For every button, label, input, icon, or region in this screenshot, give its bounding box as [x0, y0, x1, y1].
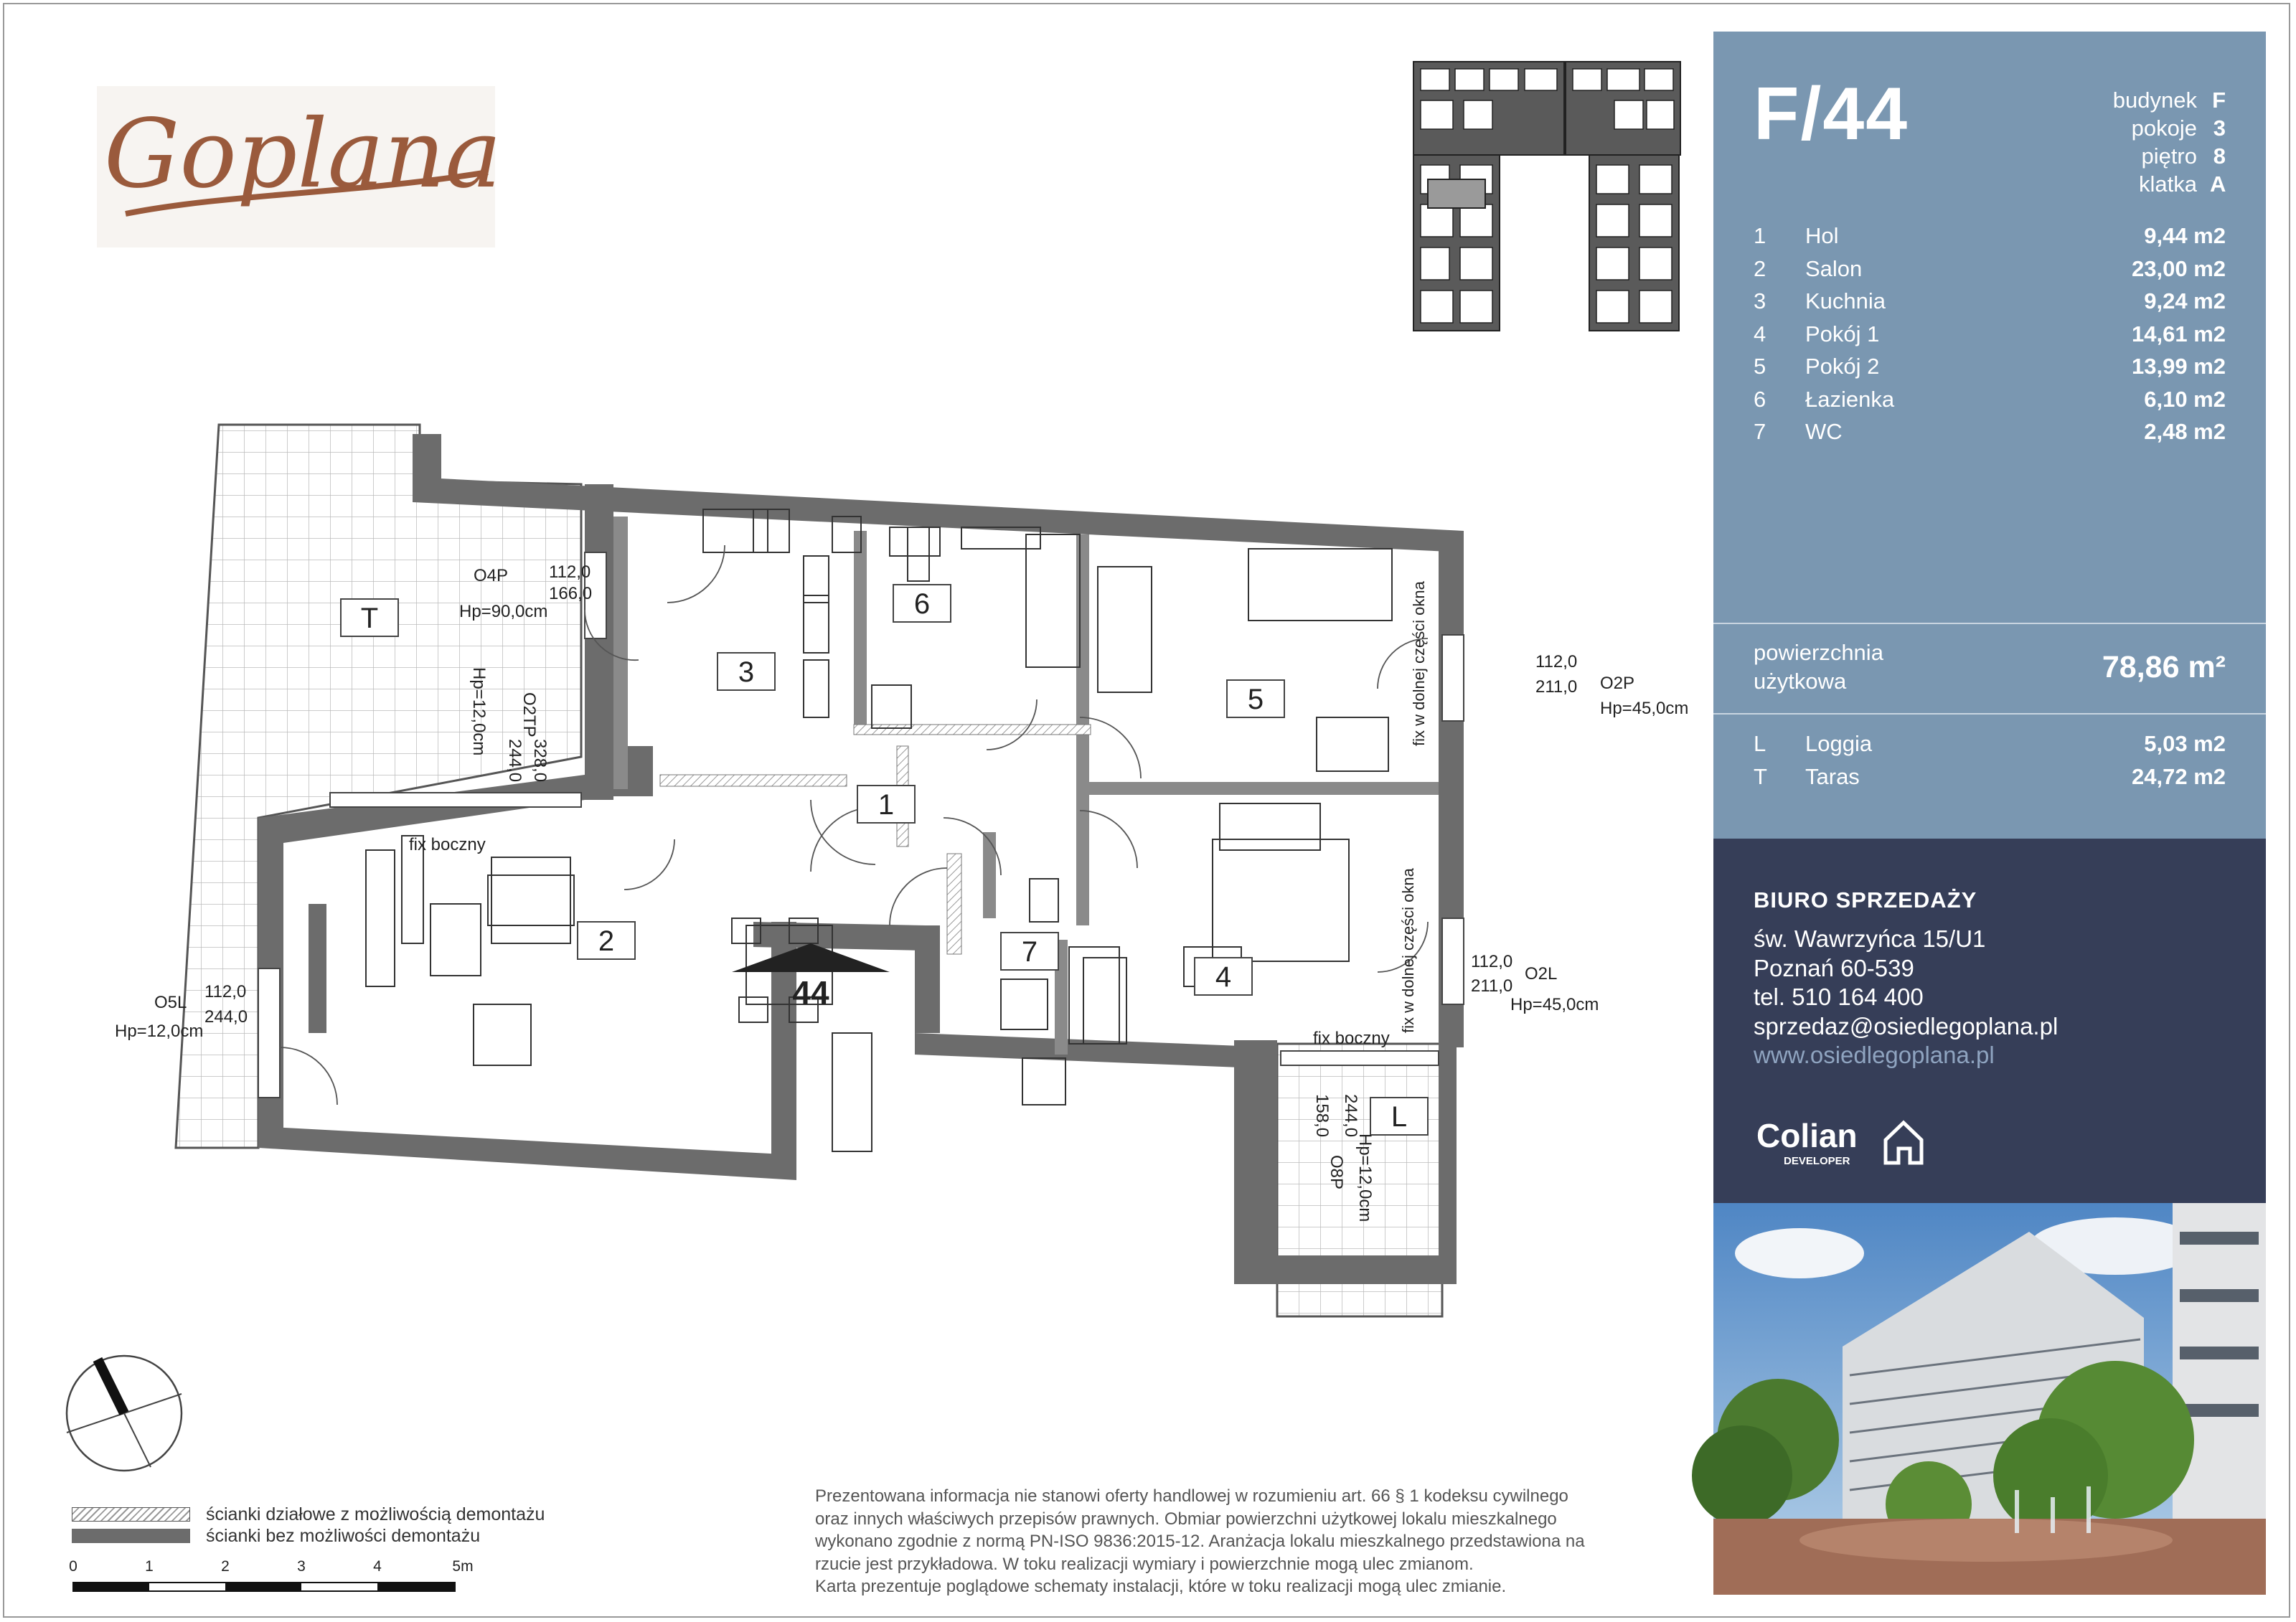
scale-1: 1: [145, 1558, 154, 1575]
legend-row-fixed: [72, 1525, 545, 1547]
developer-name: Colian: [1756, 1117, 1858, 1154]
divider: [1713, 713, 2266, 715]
meta-row: [2039, 86, 2226, 114]
scale-2: 2: [221, 1558, 230, 1575]
building-key-plan: [1399, 57, 1693, 337]
extra-name: Loggia: [1805, 731, 1873, 756]
room-row: [1754, 415, 2226, 448]
extra-code: T: [1754, 763, 1767, 789]
room-row: [1754, 383, 2226, 416]
o8p-h: 244,0: [1341, 1094, 1360, 1138]
room-label-5: 5: [1247, 684, 1264, 715]
scale-0: 0: [69, 1558, 77, 1575]
unit-info-panel: [1713, 32, 2266, 839]
sales-address-1: św. Wawrzyńca 15/U1: [1754, 925, 1986, 952]
room-num: 2: [1754, 255, 1766, 281]
o5l-h: 244,0: [204, 1007, 248, 1027]
sales-title: BIURO SPRZEDAŻY: [1754, 887, 1977, 913]
usable-area-value: 78,86 m²: [2102, 650, 2226, 684]
unit-meta: [2039, 86, 2226, 198]
hatch-swatch: [72, 1507, 190, 1522]
usable-area-label-2: użytkowa: [1754, 669, 1847, 694]
entrance-number: 44: [792, 974, 829, 1012]
sales-address-2: Poznań 60-539: [1754, 954, 1914, 981]
extra-row: [1754, 760, 2226, 793]
meta-label: piętro: [2141, 143, 2197, 169]
sales-email[interactable]: sprzedaz@osiedlegoplana.pl: [1754, 1012, 2059, 1039]
o2tp-w: 328,0: [530, 739, 550, 783]
o2p-hp: Hp=45,0cm: [1600, 699, 1689, 718]
room-name: Salon: [1805, 255, 1863, 281]
room-label-6: 6: [913, 588, 931, 620]
sales-office-panel: [1713, 839, 2266, 1203]
room-num: 4: [1754, 321, 1766, 346]
fix-dolnej-5: fix w dolnej części okna: [1410, 581, 1428, 746]
room-row: [1754, 285, 2226, 318]
room-list: [1754, 220, 2226, 448]
o4p-code: O4P: [474, 566, 509, 585]
scale-bar: [69, 1557, 488, 1600]
legend-row-demountable: [72, 1504, 545, 1525]
o2p-w: 112,0: [1535, 652, 1578, 671]
extra-code: L: [1754, 731, 1766, 756]
room-row: [1754, 220, 2226, 253]
house-icon: [1886, 1123, 1921, 1163]
o8p-code: O8P: [1327, 1155, 1346, 1190]
wall-legend: [72, 1504, 545, 1547]
room-area: 14,61 m2: [2132, 321, 2226, 346]
o4p-h: 166,0: [549, 584, 593, 603]
room-num: 7: [1754, 419, 1766, 444]
extra-area: 5,03 m2: [2144, 731, 2226, 756]
meta-label: klatka: [2139, 171, 2197, 197]
room-num: 6: [1754, 386, 1766, 412]
room-row: [1754, 253, 2226, 286]
usable-area-label-1: powierzchnia: [1754, 640, 1883, 665]
o2tp-code: O2TP: [519, 692, 539, 737]
meta-label: pokoje: [2131, 115, 2197, 141]
usable-area-label: [1754, 638, 1883, 696]
extra-row: [1754, 727, 2226, 760]
room-area: 9,24 m2: [2144, 288, 2226, 313]
sales-contact: [1754, 925, 2058, 1070]
loggia-label: L: [1391, 1101, 1408, 1133]
floor-plan: [93, 409, 1689, 1313]
fix-dolnej-4: fix w dolnej części okna: [1399, 868, 1417, 1033]
developer-sub: DEVELOPER: [1784, 1155, 1850, 1167]
o2tp-h: 244,0: [505, 739, 524, 783]
north-compass: [63, 1352, 185, 1478]
room-area: 13,99 m2: [2132, 354, 2226, 379]
solid-swatch: [72, 1529, 190, 1543]
divider: [1713, 623, 2266, 624]
terrace-label: T: [360, 603, 379, 634]
disclaimer-line: Prezentowana informacja nie stanowi oferty handlowej w rozumieniu art. 66 § 1 kodeksu cywilnego: [815, 1486, 1568, 1506]
room-area: 9,44 m2: [2144, 223, 2226, 248]
disclaimer-line: rzucie jest przykładowa. W toku realizacji wymiary i powierzchnie mogą ulec zmianom.: [815, 1554, 1474, 1574]
meta-row: [2039, 142, 2226, 170]
scale-5: 5m: [452, 1558, 474, 1575]
o4p-hp: Hp=90,0cm: [459, 602, 548, 621]
fix-boczny-salon: fix boczny: [409, 835, 486, 854]
meta-value: 3: [2213, 115, 2226, 141]
room-name: Kuchnia: [1805, 288, 1886, 313]
meta-value: 8: [2213, 143, 2226, 169]
o2l-code: O2L: [1525, 964, 1558, 984]
legend-fixed: ścianki bez możliwości demontażu: [206, 1525, 481, 1546]
room-label-7: 7: [1021, 936, 1038, 968]
meta-value: F: [2212, 88, 2226, 113]
room-label-2: 2: [598, 925, 615, 957]
room-label-4: 4: [1215, 961, 1232, 993]
sales-website-link[interactable]: www.osiedlegoplana.pl: [1754, 1042, 1995, 1068]
meta-row: [2039, 114, 2226, 142]
goplana-logo: [97, 86, 502, 247]
colian-logo: [1756, 1113, 1929, 1174]
room-name: Pokój 2: [1805, 354, 1880, 379]
o4p-w: 112,0: [549, 562, 591, 582]
scale-4: 4: [373, 1558, 382, 1575]
extra-area: 24,72 m2: [2132, 763, 2226, 789]
legend-demountable: ścianki działowe z możliwością demontażu: [206, 1504, 545, 1524]
room-area: 2,48 m2: [2144, 419, 2226, 444]
o5l-code: O5L: [154, 993, 187, 1012]
room-area: 6,10 m2: [2144, 386, 2226, 412]
o2l-w: 112,0: [1471, 952, 1513, 971]
room-num: 3: [1754, 288, 1766, 313]
highlighted-unit: [1428, 179, 1485, 208]
room-row: [1754, 318, 2226, 351]
estate-visualization: [1713, 1203, 2266, 1595]
scale-3: 3: [297, 1558, 306, 1575]
room-name: Pokój 1: [1805, 321, 1880, 346]
o2l-h: 211,0: [1471, 976, 1513, 996]
room-label-3: 3: [738, 656, 755, 688]
disclaimer-line: wykonano zgodnie z normą PN-ISO 9836:2015-12. Aranżacja lokalu mieszkalnego przedstawiona na: [815, 1532, 1585, 1551]
room-area: 23,00 m2: [2132, 255, 2226, 281]
o5l-hp: Hp=12,0cm: [115, 1022, 204, 1041]
o2l-hp: Hp=45,0cm: [1510, 995, 1599, 1014]
legal-disclaimer: [815, 1485, 1705, 1598]
o8p-w: 158,0: [1312, 1094, 1332, 1138]
room-row: [1754, 350, 2226, 383]
room-label-1: 1: [878, 789, 895, 821]
sales-phone[interactable]: tel. 510 164 400: [1754, 984, 1924, 1010]
o8p-hp: Hp=12,0cm: [1355, 1133, 1375, 1222]
fix-boczny-pokoj: fix boczny: [1313, 1029, 1390, 1048]
o2p-code: O2P: [1600, 674, 1635, 693]
room-num: 5: [1754, 354, 1766, 379]
meta-row: [2039, 170, 2226, 198]
room-name: WC: [1805, 419, 1843, 444]
o5l-w: 112,0: [204, 982, 247, 1001]
meta-value: A: [2210, 171, 2226, 197]
room-name: Hol: [1805, 223, 1839, 248]
room-num: 1: [1754, 223, 1766, 248]
disclaimer-line: oraz innych właściwych przepisów prawnych. Obmiar powierzchni użytkowej lokalu mieszkalnego: [815, 1509, 1557, 1529]
o2p-h: 211,0: [1535, 677, 1578, 697]
unit-code: F/44: [1754, 72, 1909, 156]
meta-label: budynek: [2112, 88, 2197, 113]
room-name: Łazienka: [1805, 386, 1895, 412]
extra-name: Taras: [1805, 763, 1860, 789]
logo-text: Goplana: [104, 99, 502, 209]
o2tp-hp: Hp=12,0cm: [469, 667, 489, 756]
extras-list: [1754, 727, 2226, 793]
disclaimer-line: Karta prezentuje poglądowe schematy instalacji, które w toku realizacji mogą ulec zmianie.: [815, 1577, 1507, 1596]
